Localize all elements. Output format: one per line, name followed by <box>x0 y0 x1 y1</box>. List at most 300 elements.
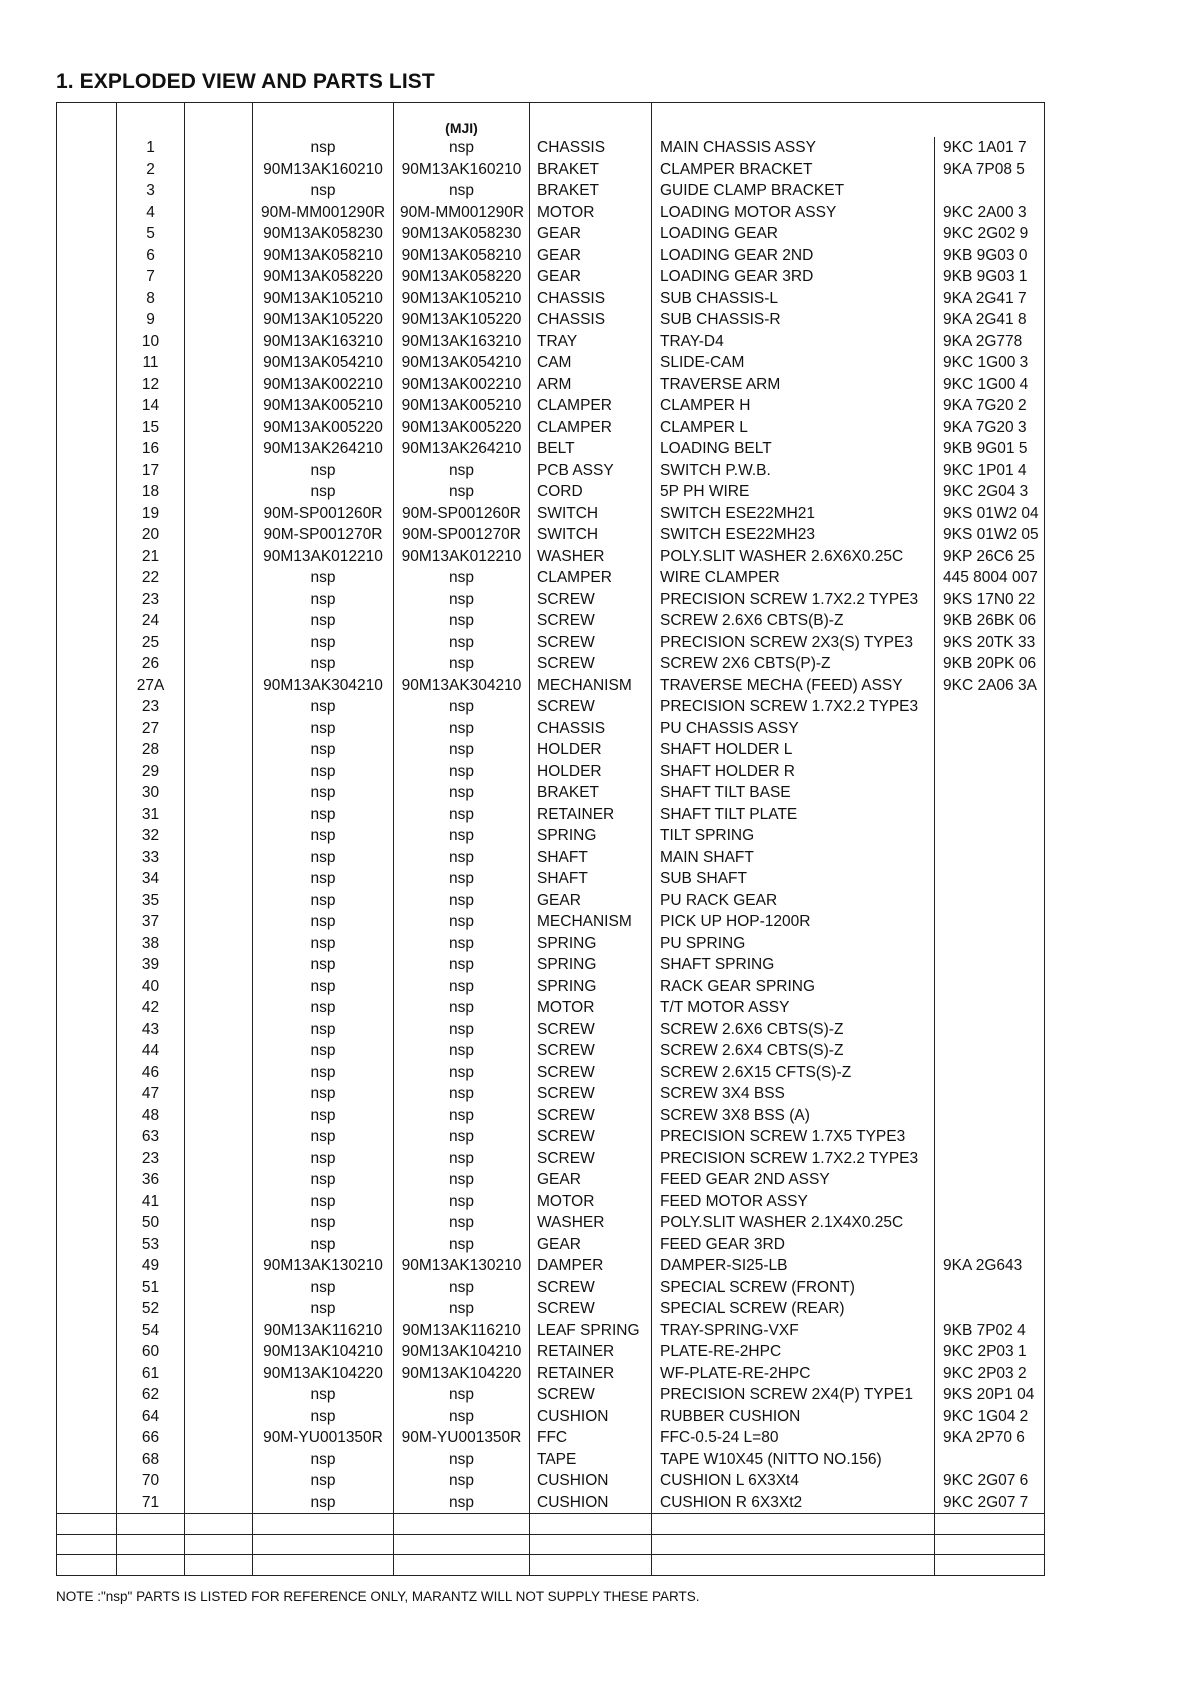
cell-blank <box>57 1384 117 1406</box>
cell-code <box>935 1449 1045 1471</box>
cell-description: SUB CHASSIS-R <box>652 309 935 331</box>
cell-description: POLY.SLIT WASHER 2.6X6X0.25C <box>652 546 935 568</box>
table-row <box>57 782 1045 804</box>
cell-blank <box>185 1234 253 1256</box>
cell-part-no: nsp <box>253 1212 394 1234</box>
cell-blank <box>185 417 253 439</box>
cell-code: 9KC 2P03 2 <box>935 1363 1045 1385</box>
cell-type: SCREW <box>530 1148 652 1170</box>
cell-description: CLAMPER L <box>652 417 935 439</box>
cell-blank <box>185 868 253 890</box>
cell-blank <box>117 1534 185 1555</box>
cell-ref-no: 11 <box>117 352 185 374</box>
cell-part-no: 90M13AK264210 <box>253 438 394 460</box>
cell-blank <box>57 739 117 761</box>
cell-description: FEED GEAR 2ND ASSY <box>652 1169 935 1191</box>
table-row <box>57 696 1045 718</box>
table-row <box>57 1169 1045 1191</box>
cell-code <box>935 804 1045 826</box>
cell-type: TAPE <box>530 1449 652 1471</box>
cell-description: PU RACK GEAR <box>652 890 935 912</box>
cell-type: CUSHION <box>530 1406 652 1428</box>
cell-part-no: nsp <box>253 481 394 503</box>
cell-part-no-mji: nsp <box>394 632 530 654</box>
cell-type: CHASSIS <box>530 288 652 310</box>
cell-ref-no: 48 <box>117 1105 185 1127</box>
cell-description: FEED MOTOR ASSY <box>652 1191 935 1213</box>
cell-code: 9KC 2G07 7 <box>935 1492 1045 1514</box>
cell-ref-no: 50 <box>117 1212 185 1234</box>
table-row <box>57 954 1045 976</box>
cell-blank <box>57 223 117 245</box>
table-row <box>57 761 1045 783</box>
cell-blank <box>185 1083 253 1105</box>
cell-type: MECHANISM <box>530 675 652 697</box>
cell-blank <box>57 761 117 783</box>
cell-blank <box>652 1514 935 1535</box>
cell-ref-no: 40 <box>117 976 185 998</box>
cell-blank <box>185 1470 253 1492</box>
cell-description: WIRE CLAMPER <box>652 567 935 589</box>
cell-ref-no: 15 <box>117 417 185 439</box>
cell-type: GEAR <box>530 245 652 267</box>
empty-row <box>57 1555 1045 1576</box>
cell-type: LEAF SPRING <box>530 1320 652 1342</box>
cell-ref-no: 37 <box>117 911 185 933</box>
cell-blank <box>185 1534 253 1555</box>
cell-type: GEAR <box>530 890 652 912</box>
cell-part-no-mji: nsp <box>394 954 530 976</box>
cell-code: 9KS 01W2 05 <box>935 524 1045 546</box>
cell-part-no: 90M13AK005220 <box>253 417 394 439</box>
cell-ref-no: 16 <box>117 438 185 460</box>
cell-description: SCREW 2.6X6 CBTS(S)-Z <box>652 1019 935 1041</box>
cell-blank <box>185 890 253 912</box>
table-row <box>57 1019 1045 1041</box>
table-row <box>57 1492 1045 1514</box>
table-row <box>57 374 1045 396</box>
cell-description: SHAFT TILT BASE <box>652 782 935 804</box>
cell-code: 9KA 2G41 8 <box>935 309 1045 331</box>
cell-code <box>935 1234 1045 1256</box>
cell-part-no: nsp <box>253 868 394 890</box>
cell-code <box>935 890 1045 912</box>
cell-blank <box>185 1126 253 1148</box>
cell-description: PICK UP HOP-1200R <box>652 911 935 933</box>
cell-part-no-mji: nsp <box>394 1277 530 1299</box>
cell-ref-no: 62 <box>117 1384 185 1406</box>
cell-description: PLATE-RE-2HPC <box>652 1341 935 1363</box>
cell-blank <box>185 137 253 159</box>
cell-part-no-mji: nsp <box>394 718 530 740</box>
cell-part-no: nsp <box>253 1492 394 1514</box>
cell-type: HOLDER <box>530 761 652 783</box>
cell-blank <box>57 1191 117 1213</box>
cell-blank <box>57 1449 117 1471</box>
cell-ref-no: 41 <box>117 1191 185 1213</box>
cell-part-no: nsp <box>253 1191 394 1213</box>
cell-blank <box>57 1534 117 1555</box>
cell-description: PRECISION SCREW 2X3(S) TYPE3 <box>652 632 935 654</box>
cell-ref-no: 17 <box>117 460 185 482</box>
cell-blank <box>185 653 253 675</box>
cell-part-no-mji: nsp <box>394 890 530 912</box>
cell-part-no-mji: nsp <box>394 1105 530 1127</box>
table-row <box>57 288 1045 310</box>
cell-part-no-mji: 90M13AK005210 <box>394 395 530 417</box>
cell-code <box>935 1126 1045 1148</box>
cell-blank <box>117 1514 185 1535</box>
cell-blank <box>57 546 117 568</box>
header-cell-part1 <box>253 103 394 138</box>
cell-blank <box>185 804 253 826</box>
cell-ref-no: 7 <box>117 266 185 288</box>
cell-type: RETAINER <box>530 804 652 826</box>
cell-code <box>935 997 1045 1019</box>
cell-part-no-mji: 90M13AK160210 <box>394 159 530 181</box>
cell-code <box>935 718 1045 740</box>
cell-blank <box>57 1083 117 1105</box>
cell-part-no: nsp <box>253 976 394 998</box>
table-row <box>57 331 1045 353</box>
cell-blank <box>57 825 117 847</box>
cell-blank <box>185 1406 253 1428</box>
cell-blank <box>185 1105 253 1127</box>
cell-blank <box>185 374 253 396</box>
table-row <box>57 460 1045 482</box>
cell-description: SUB CHASSIS-L <box>652 288 935 310</box>
cell-part-no: nsp <box>253 589 394 611</box>
cell-blank <box>185 245 253 267</box>
cell-code: 9KA 7G20 3 <box>935 417 1045 439</box>
cell-part-no: 90M13AK105220 <box>253 309 394 331</box>
cell-code <box>935 847 1045 869</box>
cell-code: 9KA 2G41 7 <box>935 288 1045 310</box>
cell-part-no-mji: nsp <box>394 911 530 933</box>
cell-blank <box>57 675 117 697</box>
cell-ref-no: 23 <box>117 589 185 611</box>
cell-description: SWITCH ESE22MH21 <box>652 503 935 525</box>
cell-description: CUSHION R 6X3Xt2 <box>652 1492 935 1514</box>
cell-part-no-mji: nsp <box>394 1449 530 1471</box>
cell-part-no-mji: nsp <box>394 761 530 783</box>
cell-ref-no: 2 <box>117 159 185 181</box>
cell-ref-no: 61 <box>117 1363 185 1385</box>
cell-part-no-mji: nsp <box>394 1083 530 1105</box>
table-row <box>57 245 1045 267</box>
table-row <box>57 847 1045 869</box>
cell-ref-no: 64 <box>117 1406 185 1428</box>
cell-ref-no: 66 <box>117 1427 185 1449</box>
cell-part-no-mji: nsp <box>394 653 530 675</box>
cell-blank <box>530 1534 652 1555</box>
cell-type: SCREW <box>530 1019 652 1041</box>
cell-part-no: 90M13AK163210 <box>253 331 394 353</box>
cell-part-no: 90M13AK130210 <box>253 1255 394 1277</box>
table-row <box>57 610 1045 632</box>
cell-part-no-mji: nsp <box>394 567 530 589</box>
cell-type: SCREW <box>530 1083 652 1105</box>
cell-blank <box>57 567 117 589</box>
cell-blank <box>57 1212 117 1234</box>
cell-blank <box>185 976 253 998</box>
cell-part-no: nsp <box>253 460 394 482</box>
cell-blank <box>185 1320 253 1342</box>
cell-blank <box>117 1555 185 1576</box>
cell-blank <box>57 1514 117 1535</box>
cell-blank <box>57 1234 117 1256</box>
cell-ref-no: 32 <box>117 825 185 847</box>
cell-blank <box>57 460 117 482</box>
cell-ref-no: 46 <box>117 1062 185 1084</box>
cell-part-no: nsp <box>253 1449 394 1471</box>
cell-ref-no: 4 <box>117 202 185 224</box>
cell-part-no-mji: 90M13AK130210 <box>394 1255 530 1277</box>
cell-type: WASHER <box>530 546 652 568</box>
cell-part-no-mji: nsp <box>394 1298 530 1320</box>
cell-part-no: nsp <box>253 933 394 955</box>
cell-blank <box>57 309 117 331</box>
cell-part-no: nsp <box>253 1277 394 1299</box>
cell-blank <box>185 997 253 1019</box>
cell-blank <box>57 610 117 632</box>
table-row <box>57 1234 1045 1256</box>
header-cell-blank <box>185 103 253 138</box>
cell-blank <box>253 1514 394 1535</box>
cell-description: CUSHION L 6X3Xt4 <box>652 1470 935 1492</box>
cell-type: SCREW <box>530 1384 652 1406</box>
table-row <box>57 675 1045 697</box>
cell-part-no-mji: nsp <box>394 460 530 482</box>
cell-description: RUBBER CUSHION <box>652 1406 935 1428</box>
cell-code: 9KC 2P03 1 <box>935 1341 1045 1363</box>
cell-ref-no: 9 <box>117 309 185 331</box>
cell-part-no-mji: 90M13AK054210 <box>394 352 530 374</box>
cell-ref-no: 43 <box>117 1019 185 1041</box>
cell-blank <box>57 632 117 654</box>
cell-blank <box>57 868 117 890</box>
cell-blank <box>185 1169 253 1191</box>
cell-blank <box>185 202 253 224</box>
cell-ref-no: 1 <box>117 137 185 159</box>
cell-blank <box>57 438 117 460</box>
cell-part-no-mji: nsp <box>394 739 530 761</box>
cell-part-no: nsp <box>253 847 394 869</box>
cell-part-no: nsp <box>253 954 394 976</box>
cell-code: 9KA 2P70 6 <box>935 1427 1045 1449</box>
cell-part-no-mji: 90M13AK163210 <box>394 331 530 353</box>
cell-description: T/T MOTOR ASSY <box>652 997 935 1019</box>
cell-description: TRAVERSE MECHA (FEED) ASSY <box>652 675 935 697</box>
cell-blank <box>185 1019 253 1041</box>
cell-part-no: nsp <box>253 718 394 740</box>
cell-ref-no: 31 <box>117 804 185 826</box>
cell-code: 9KB 26BK 06 <box>935 610 1045 632</box>
cell-type: SCREW <box>530 653 652 675</box>
cell-part-no: nsp <box>253 890 394 912</box>
cell-code: 9KP 26C6 25 <box>935 546 1045 568</box>
cell-blank <box>185 1427 253 1449</box>
cell-part-no-mji: 90M13AK058230 <box>394 223 530 245</box>
cell-part-no: nsp <box>253 610 394 632</box>
cell-code <box>935 739 1045 761</box>
empty-row <box>57 1514 1045 1535</box>
cell-ref-no: 51 <box>117 1277 185 1299</box>
cell-description: POLY.SLIT WASHER 2.1X4X0.25C <box>652 1212 935 1234</box>
cell-blank <box>185 1040 253 1062</box>
cell-description: PU SPRING <box>652 933 935 955</box>
cell-blank <box>652 1555 935 1576</box>
cell-part-no: nsp <box>253 1148 394 1170</box>
header-cell-mji: (MJI) <box>394 103 530 138</box>
cell-blank <box>185 1255 253 1277</box>
table-row <box>57 438 1045 460</box>
cell-ref-no: 23 <box>117 1148 185 1170</box>
cell-part-no-mji: nsp <box>394 847 530 869</box>
cell-type: SCREW <box>530 696 652 718</box>
cell-description: RACK GEAR SPRING <box>652 976 935 998</box>
cell-ref-no: 52 <box>117 1298 185 1320</box>
table-row <box>57 266 1045 288</box>
cell-blank <box>185 589 253 611</box>
cell-type: MOTOR <box>530 202 652 224</box>
cell-part-no: 90M-SP001260R <box>253 503 394 525</box>
cell-part-no-mji: 90M13AK116210 <box>394 1320 530 1342</box>
cell-blank <box>185 1363 253 1385</box>
cell-ref-no: 60 <box>117 1341 185 1363</box>
cell-ref-no: 12 <box>117 374 185 396</box>
cell-type: SWITCH <box>530 503 652 525</box>
cell-code: 9KS 20P1 04 <box>935 1384 1045 1406</box>
cell-code <box>935 1148 1045 1170</box>
cell-type: CLAMPER <box>530 567 652 589</box>
cell-blank <box>185 159 253 181</box>
table-row <box>57 911 1045 933</box>
cell-part-no-mji: nsp <box>394 1191 530 1213</box>
parts-table <box>56 102 1045 1576</box>
cell-blank <box>394 1514 530 1535</box>
cell-ref-no: 23 <box>117 696 185 718</box>
cell-description: WF-PLATE-RE-2HPC <box>652 1363 935 1385</box>
cell-description: PRECISION SCREW 1.7X2.2 TYPE3 <box>652 589 935 611</box>
cell-blank <box>57 1277 117 1299</box>
cell-ref-no: 20 <box>117 524 185 546</box>
cell-part-no-mji: nsp <box>394 976 530 998</box>
table-row <box>57 159 1045 181</box>
cell-part-no-mji: nsp <box>394 1148 530 1170</box>
cell-blank <box>57 1040 117 1062</box>
cell-type: MOTOR <box>530 1191 652 1213</box>
cell-description: SHAFT TILT PLATE <box>652 804 935 826</box>
cell-part-no: nsp <box>253 180 394 202</box>
cell-part-no-mji: nsp <box>394 1212 530 1234</box>
cell-description: MAIN SHAFT <box>652 847 935 869</box>
cell-part-no-mji: nsp <box>394 1406 530 1428</box>
cell-part-no: 90M13AK116210 <box>253 1320 394 1342</box>
cell-part-no-mji: nsp <box>394 589 530 611</box>
cell-type: CHASSIS <box>530 309 652 331</box>
cell-type: CLAMPER <box>530 417 652 439</box>
cell-part-no: nsp <box>253 804 394 826</box>
cell-code: 9KA 7G20 2 <box>935 395 1045 417</box>
cell-ref-no: 28 <box>117 739 185 761</box>
cell-type: GEAR <box>530 266 652 288</box>
cell-ref-no: 36 <box>117 1169 185 1191</box>
cell-part-no-mji: 90M13AK105220 <box>394 309 530 331</box>
cell-blank <box>185 954 253 976</box>
cell-code <box>935 933 1045 955</box>
cell-blank <box>57 653 117 675</box>
cell-part-no: 90M13AK104210 <box>253 1341 394 1363</box>
cell-blank <box>185 1449 253 1471</box>
cell-blank <box>57 137 117 159</box>
cell-blank <box>57 331 117 353</box>
cell-code <box>935 976 1045 998</box>
cell-part-no-mji: nsp <box>394 933 530 955</box>
cell-type: BRAKET <box>530 159 652 181</box>
cell-blank <box>57 524 117 546</box>
cell-description: MAIN CHASSIS ASSY <box>652 137 935 159</box>
cell-ref-no: 30 <box>117 782 185 804</box>
cell-type: FFC <box>530 1427 652 1449</box>
cell-blank <box>57 890 117 912</box>
cell-blank <box>185 632 253 654</box>
cell-part-no-mji: 90M13AK002210 <box>394 374 530 396</box>
cell-code: 9KC 2G02 9 <box>935 223 1045 245</box>
table-row <box>57 1363 1045 1385</box>
cell-description: PRECISION SCREW 1.7X2.2 TYPE3 <box>652 1148 935 1170</box>
cell-type: GEAR <box>530 1169 652 1191</box>
cell-part-no: 90M-SP001270R <box>253 524 394 546</box>
table-row <box>57 223 1045 245</box>
header-cell-desc <box>652 103 1045 138</box>
header-cell-type <box>530 103 652 138</box>
cell-part-no-mji: 90M13AK264210 <box>394 438 530 460</box>
cell-part-no-mji: nsp <box>394 180 530 202</box>
footnote: NOTE :"nsp" PARTS IS LISTED FOR REFERENCE ONLY, MARANTZ WILL NOT SUPPLY THESE PARTS. <box>56 1589 700 1604</box>
cell-part-no: nsp <box>253 1105 394 1127</box>
cell-code: 9KA 7P08 5 <box>935 159 1045 181</box>
cell-blank <box>185 352 253 374</box>
cell-blank <box>57 1126 117 1148</box>
cell-ref-no: 27 <box>117 718 185 740</box>
cell-ref-no: 47 <box>117 1083 185 1105</box>
cell-code: 9KC 2G04 3 <box>935 481 1045 503</box>
table-row <box>57 868 1045 890</box>
cell-part-no: nsp <box>253 1019 394 1041</box>
cell-part-no-mji: nsp <box>394 696 530 718</box>
cell-code <box>935 782 1045 804</box>
cell-part-no-mji: nsp <box>394 804 530 826</box>
cell-part-no: nsp <box>253 911 394 933</box>
cell-part-no-mji: 90M13AK105210 <box>394 288 530 310</box>
cell-type: WASHER <box>530 1212 652 1234</box>
cell-blank <box>185 503 253 525</box>
cell-description: SPECIAL SCREW (FRONT) <box>652 1277 935 1299</box>
cell-description: SCREW 2.6X6 CBTS(B)-Z <box>652 610 935 632</box>
cell-blank <box>57 159 117 181</box>
cell-type: TRAY <box>530 331 652 353</box>
table-row <box>57 1105 1045 1127</box>
cell-blank <box>57 395 117 417</box>
cell-type: SCREW <box>530 1126 652 1148</box>
cell-description: CLAMPER H <box>652 395 935 417</box>
cell-part-no: 90M13AK012210 <box>253 546 394 568</box>
cell-blank <box>57 782 117 804</box>
cell-part-no: nsp <box>253 567 394 589</box>
cell-blank <box>57 1341 117 1363</box>
cell-code: 9KC 1G00 3 <box>935 352 1045 374</box>
